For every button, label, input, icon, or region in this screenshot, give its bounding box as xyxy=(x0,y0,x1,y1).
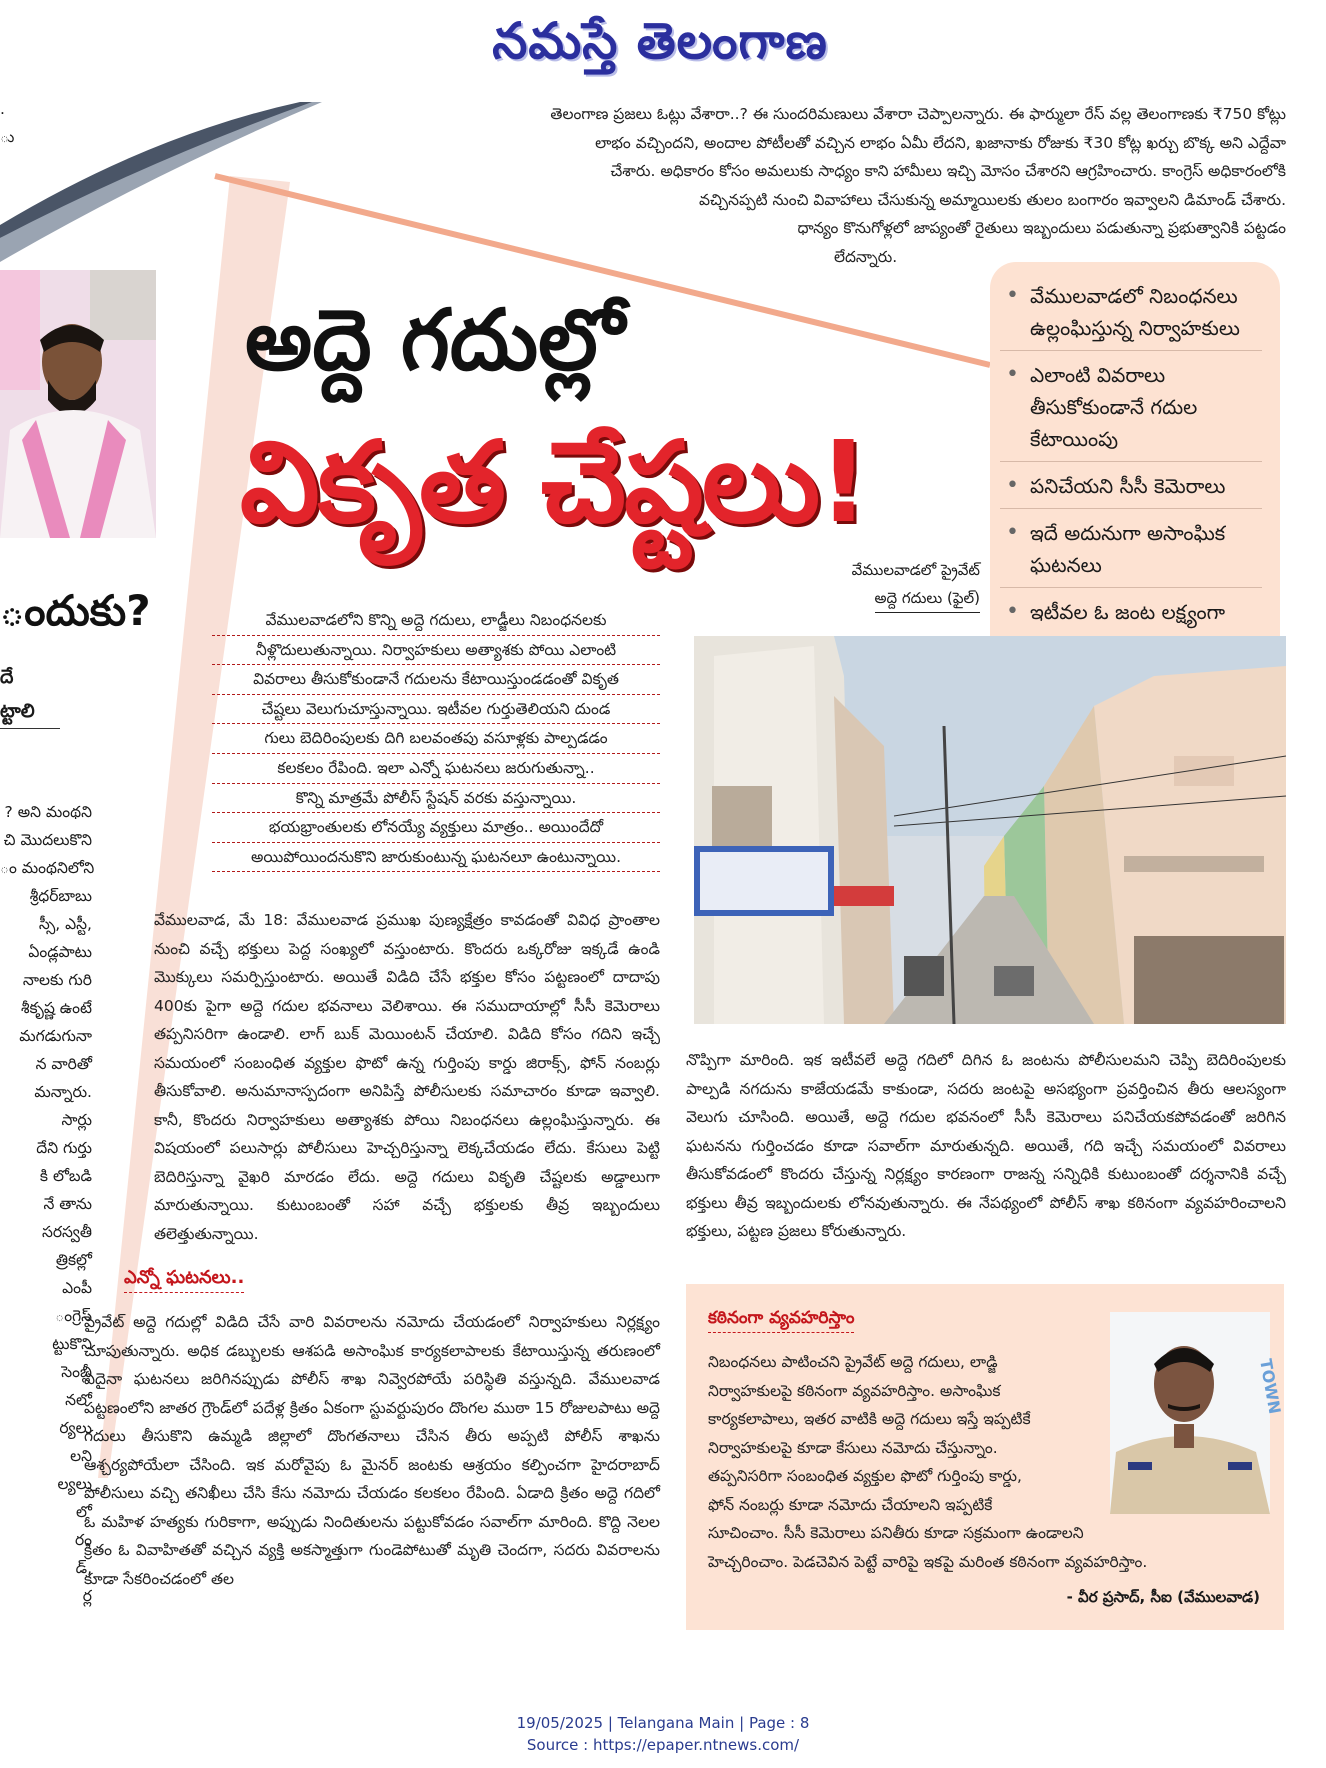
left-edge-line: లో xyxy=(76,1503,92,1521)
page-footer xyxy=(0,1712,1326,1756)
left-edge-top: . ు xyxy=(0,100,15,146)
left-edge-line: శ్రీధర్‌బాబు xyxy=(29,887,92,905)
highlight-item: • వేములవాడలో నిబంధనలు ఉల్లంఘిస్తున్న నిర్వాహకులు xyxy=(1000,272,1262,351)
left-edge-line: శీకృష్ణ ఉంటే xyxy=(21,999,92,1017)
quote-line: నిర్వాహకులపై కఠినంగా వ్యవహరిస్తాం. అసాంఘిక xyxy=(708,1381,1001,1400)
left-edge-line: త్రికల్లో xyxy=(55,1251,92,1269)
footer-source: Source : https://epaper.ntnews.com/ xyxy=(526,1736,800,1754)
quote-line: తప్పనిసరిగా సంబంధిత వ్యక్తుల ఫొటో గుర్తింపు కార్డు, xyxy=(708,1467,1022,1485)
left-edge-line: కి లోబడి xyxy=(39,1167,92,1185)
intro-line: అయిపోయిందనుకొని జారుకుంటున్న ఘటనలూ ఉంటున్నాయి. xyxy=(212,843,660,873)
left-edge-line: స్సీ, ఎస్టీ, xyxy=(38,915,92,933)
intro-line: గులు బెదిరింపులకు దిగి బలవంతపు వసూళ్లకు పాల్పడడం xyxy=(212,724,660,754)
quote-line: హెచ్చరించాం. పెడచెవిన పెట్టే వారిపై ఇకపై మరింత కఠినంగా వ్యవహరిస్తాం. xyxy=(708,1552,1148,1571)
quote-line: కార్యకలాపాలు, ఇతర వాటికి అద్దె గదులు ఇస్తే ఇప్పటికే xyxy=(708,1410,1031,1428)
highlight-item: • ఎలాంటి వివరాలు తీసుకోకుండానే గదుల కేటాయింపు xyxy=(1000,351,1262,462)
left-edge-line: సరస్వతీ xyxy=(41,1223,92,1241)
left-edge-line: నాలకు గురి xyxy=(22,971,92,989)
left-edge-line: న వారితో xyxy=(35,1055,92,1073)
quote-text xyxy=(708,1348,1268,1576)
left-edge-headline: ందుకు? xyxy=(0,586,151,635)
left-edge-line: నలో xyxy=(65,1391,92,1409)
quote-line: నిర్వాహకులపై కూడా కేసులు నమోదు చేస్తున్నాం. xyxy=(708,1438,998,1457)
quote-box xyxy=(686,1284,1284,1630)
intro-line: కలకలం రేపింది. ఇలా ఎన్నో ఘటనలు జరుగుతున్నా.. xyxy=(212,754,660,784)
left-edge-line: సెంబ్లీ xyxy=(61,1363,92,1381)
left-edge-column xyxy=(0,798,95,1618)
intro-block xyxy=(212,606,660,872)
politician-photo xyxy=(0,270,156,538)
highlights-box xyxy=(990,262,1280,674)
top-paragraph: తెలంగాణ ప్రజలు ఓట్లు వేశారా..? ఈ సుందరిమణులు వేశారా చెప్పాలన్నారు. ఈ ఫార్ములా రేస్ వల్ల తెలంగాణకు ₹750 కోట్లు లాభం వచ్చిందని, అందాల పోటీలతో వచ్చిన లాభం ఏమీ లేదని, ఖజానాకు రోజుకు ₹30 కోట్ల ఖర్చు బొక్క అని ఎద్దేవా చేశారు. అధికారం కోసం అమలుకు సాధ్యం కాని హామీలు ఇచ్చి మోసం చేశారని ఆగ్రహించారు. కాంగ్రెస్ అధికారంలోకి వచ్చినప్పటి నుంచి వివాహాలు చేసుకున్న అమ్మాయిలకు తులం బంగారం ఇవ్వాలని డిమాండ్ చేశారు. ధాన్యం కొనుగోళ్లలో జాప్యంతో రైతులు ఇబ్బందులు పడుతున్నా ప్రభుత్వానికి పట్టడం లేదన్నారు. xyxy=(550,105,1286,266)
left-edge-line: దేని గుర్తు xyxy=(36,1139,92,1157)
left-edge-line: ర్ల xyxy=(82,1587,92,1605)
left-edge-line: రం xyxy=(74,1531,92,1549)
quote-line: నిబంధనలు పాటించని ప్రైవేట్ అద్దె గదులు, లాడ్జి xyxy=(708,1353,998,1371)
left-edge-line: ఏండ్లపాటు xyxy=(28,943,92,961)
quote-line: సూచించాం. సీసీ కెమెరాలు పనితీరు కూడా సక్రమంగా ఉండాలని xyxy=(708,1524,1084,1542)
intro-line: చేష్టలు వెలుగుచూస్తున్నాయి. ఇటీవల గుర్తుతెలియని దుండ xyxy=(212,695,660,725)
quote-line: ఫోన్ నంబర్లు కూడా నమోదు చేయాలని ఇప్పటికే xyxy=(708,1495,993,1514)
footer-date-edition: 19/05/2025 | Telangana Main | Page : 8 xyxy=(516,1714,810,1732)
left-edge-line: ర్యలు xyxy=(59,1419,92,1437)
headline-line1: అద్దె గదుల్లో xyxy=(245,291,625,389)
body-column-2: నొప్పిగా మారింది. ఇక ఇటీవలే అద్దె గదిలో దిగిన ఓ జంటను పోలీసులమని చెప్పి బెదిరింపులకు పాల్పడి నగదును కాజేయడమే కాకుండా, సదరు జంటపై అసభ్యంగా ప్రవర్తించిన తీరు ఆలస్యంగా వెలుగు చూసింది. అయితే, అద్దె గదుల భవనంలో సీసీ కెమెరాలు పనిచేయకపోవడంతో జరిగిన ఘటనను గుర్తించడం కూడా సవాల్‌గా మారుతున్నది. అయితే, గది ఇచ్చే సమయంలో వివరాలు తీసుకోవడంలో కొందరు చేస్తున్న నిర్లక్ష్యం కారణంగా రాజన్న సన్నిధికి కుటుంబంతో దర్శనానికి వచ్చే భక్తులు తీవ్ర ఇబ్బందులకు లోనవుతున్నారు. ఈ నేపథ్యంలో పోలీస్ శాఖ కఠినంగా వ్యవహరించాలని భక్తులు, పట్టణ ప్రజలు కోరుతున్నారు. xyxy=(686,1051,1286,1240)
left-edge-line: ం మంథనిలోని xyxy=(0,859,95,877)
quote-signature: - వీర ప్రసాద్, సీఐ (వేములవాడ) xyxy=(1066,1588,1260,1606)
left-edge-line: మగడుగునా xyxy=(19,1027,92,1045)
street-photo xyxy=(694,636,1286,1024)
subhead-many-incidents: ఎన్నో ఘటనలు.. xyxy=(124,1267,244,1293)
left-edge-line: చి మొదలుకొని xyxy=(3,831,92,849)
officer-photo-badge: TOWN xyxy=(1256,1357,1285,1416)
photo-caption: వేములవాడలో ప్రైవేట్ అద్దె గదులు (ఫైల్) xyxy=(810,556,980,613)
intro-line: భయభ్రాంతులకు లోనయ్యే వ్యక్తులు మాత్రం.. అయిందేదో xyxy=(212,813,660,843)
masthead-logo: నమస్తే తెలంగాణ xyxy=(492,11,828,70)
intro-line: కొన్ని మాత్రమే పోలీస్ స్టేషన్ వరకు వస్తున్నాయి. xyxy=(212,784,660,814)
left-edge-line: నే తాను xyxy=(43,1195,92,1213)
quote-title: కఠినంగా వ్యవహరిస్తాం xyxy=(708,1308,854,1333)
intro-line: వేములవాడలోని కొన్ని అద్దె గదులు, లాడ్జీలు నిబంధనలకు xyxy=(212,606,660,636)
left-edge-line: ? అని మంథని xyxy=(4,803,92,821)
left-edge-line: సార్లు xyxy=(61,1111,92,1129)
left-edge-line: ల్యలు xyxy=(57,1475,92,1493)
left-edge-line: ఎంపీ xyxy=(62,1279,92,1297)
intro-line: వివరాలు తీసుకోకుండానే గదులను కేటాయిస్తుండడంతో వికృత xyxy=(212,665,660,695)
body-column-1: వేములవాడ, మే 18: వేములవాడ ప్రముఖ పుణ్యక్షేత్రం కావడంతో వివిధ ప్రాంతాల నుంచి వచ్చే భక్తులు పెద్ద సంఖ్యలో వస్తుంటారు. కొందరు ఒక్కరోజు ఇక్కడే ఉండి మొక్కులు సమర్పిస్తుంటారు. అయితే విడిది చేసే భక్తుల కోసం పట్టణంలో దాదాపు 400కు పైగా అద్దె గదుల భవనాలు వెలిశాయి. ఈ సముదాయాల్లో సీసీ కెమెరాలు తప్పనిసరిగా ఉండాలి. లాగ్ బుక్ మెయింటన్ చేయాలి. విడిది కోసం గదిని ఇచ్చే సమయంలో సంబంధిత వ్యక్తుల ఫొటో ఉన్న గుర్తింపు కార్డు జిరాక్స్, ఫోన్ నంబర్లు తీసుకోవాలి. అనుమానాస్పదంగా అనిపిస్తే పోలీసులకు సమాచారం కూడా ఇవ్వాలి. కానీ, కొందరు నిర్వాహకులు అత్యాశకు పోయి నిబంధనలు ఉల్లంఘిస్తున్నారు. ఈ విషయంలో పలుసార్లు పోలీసులు హెచ్చరిస్తున్నా లెక్కచేయడం లేదు. కేసులు పెట్టి బెదిరిస్తున్నా వైఖరి మారడం లేదు. అద్దె గదులు వికృతి చేష్టలకు అడ్డాలుగా మారుతున్నాయి. కుటుంబంతో సహా వచ్చే భక్తులకు తీవ్ర ఇబ్బందులు తలెత్తుతున్నాయి. xyxy=(154,911,660,1243)
body-column-1b: ప్రైవేట్ అద్దె గదుల్లో విడిది చేసే వారి వివరాలను నమోదు చేయడంలో నిర్వాహకులు నిర్లక్ష్యం చూపుతున్నారు. అధిక డబ్బులకు ఆశపడి అసాంఘిక కార్యకలాపాలకు కేటాయిస్తున్న తరుణంలో ఏదైనా ఘటనలు జరిగినప్పుడు పోలీస్ శాఖ నివ్వెరపోయే పరిస్థితి వస్తున్నది. వేములవాడ పట్టణంలోని జాతర గ్రౌండ్‌లో పదేళ్ల క్రితం ఏకంగా స్టువర్టుపురం దొంగల ముఠా 15 రోజులపాటు అద్దె గదులు తీసుకొని ఉమ్మడి జిల్లాలో దొంగతనాలు చేసిన తీరు అప్పటి పోలీస్ శాఖను ఆశ్చర్యపోయేలా చేసింది. ఇక మరోవైపు ఓ మైనర్ జంటకు ఆశ్రయం కల్పించగా హైదరాబాద్ పోలీసులు వచ్చి తనిఖీలు చేసి కేసు నమోదు చేయడం కలకలం రేపింది. ఏడాది క్రితం అద్దె గదిలో ఓ మహిళ హత్యకు గురికాగా, అప్పుడు నిందితులను పట్టుకోవడం సవాల్‌గా మారింది. కొద్ది నెలల క్రితం ఓ వివాహితతో వచ్చిన వ్యక్తి అకస్మాత్తుగా గుండెపోటుతో మృతి చెందగా, సదరు వివరాలను కూడా సేకరించడంలో తల xyxy=(84,1313,660,1588)
left-edge-line: లని xyxy=(70,1447,92,1465)
intro-line: నీళ్లొదులుతున్నాయి. నిర్వాహకులు అత్యాశకు పోయి ఎలాంటి xyxy=(212,636,660,666)
left-edge-line: డ్, xyxy=(75,1559,92,1577)
highlight-item: • ఇదే అదునుగా అసాంఘిక ఘటనలు xyxy=(1000,509,1262,588)
highlight-item: • ఇటీవల ఓ జంట లక్ష్యంగా xyxy=(1000,588,1262,666)
left-edge-line: ట్టుకొని xyxy=(52,1335,92,1353)
headline-line2: వికృత చేష్టలు! xyxy=(240,418,868,548)
left-edge-sub: దే ట్టాలి xyxy=(0,660,60,730)
left-edge-line: మన్నారు. xyxy=(34,1083,92,1101)
left-edge-line: ంగ్రెస్ xyxy=(55,1307,92,1325)
highlight-item: • పనిచేయని సీసీ కెమెరాలు xyxy=(1000,462,1262,509)
